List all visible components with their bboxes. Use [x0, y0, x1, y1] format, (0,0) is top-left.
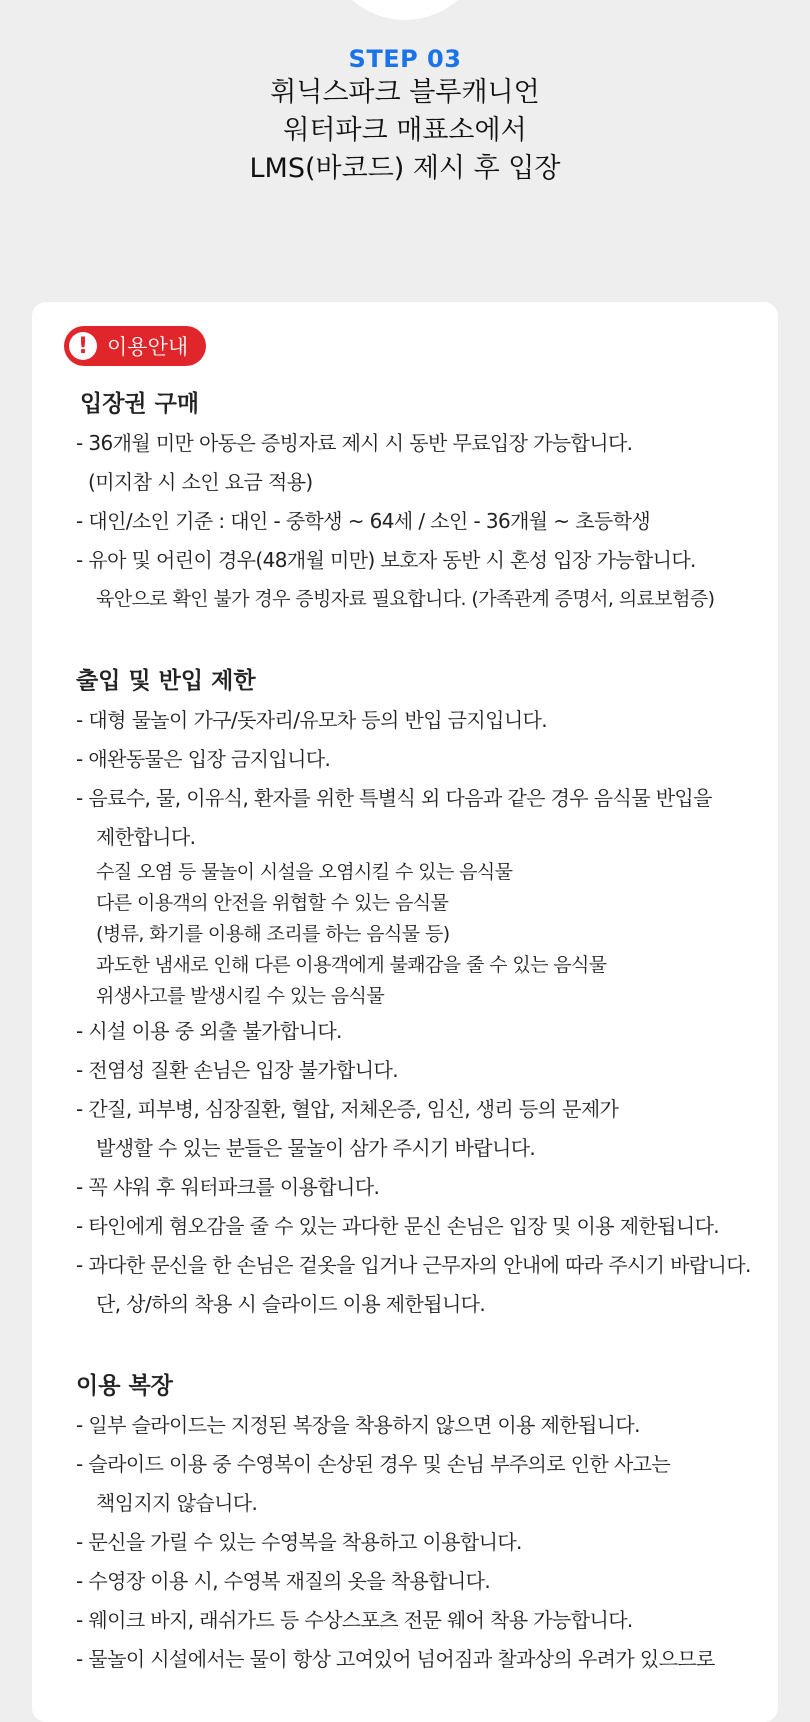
food-restriction-item: 과도한 냄새로 인해 다른 이용객에게 불쾌감을 줄 수 있는 음식물 — [96, 954, 607, 976]
list-item: - 대인/소인 기준 : 대인 - 중학생 ~ 64세 / 소인 - 36개월 ~ 초등학생 — [76, 509, 651, 533]
list-item: - 전염성 질환 손님은 입장 불가합니다. — [76, 1058, 398, 1082]
list-item: - 유아 및 어린이 경우(48개월 미만) 보호자 동반 시 혼성 입장 가능합니다. — [76, 548, 696, 572]
food-restriction-item: 다른 이용객의 안전을 위협할 수 있는 음식물 — [96, 892, 449, 914]
list-item: - 웨이크 바지, 래쉬가드 등 수상스포츠 전문 웨어 착용 가능합니다. — [76, 1608, 633, 1632]
list-item: - 물놀이 시설에서는 물이 항상 고여있어 넘어짐과 찰과상의 우려가 있으므로 — [76, 1647, 715, 1671]
list-item: - 시설 이용 중 외출 불가합니다. — [76, 1019, 342, 1043]
list-item-continuation: 책임지지 않습니다. — [96, 1491, 258, 1515]
top-decorative-circle — [325, 0, 485, 20]
section-title-ticket-purchase: 입장권 구매 — [80, 391, 200, 417]
step-header — [0, 44, 810, 188]
list-item: - 슬라이드 이용 중 수영복이 손상된 경우 및 손님 부주의로 인한 사고는 — [76, 1452, 671, 1476]
list-item: - 36개월 미만 아동은 증빙자료 제시 시 동반 무료입장 가능합니다. — [76, 431, 633, 455]
food-restriction-item: 수질 오염 등 물놀이 시설을 오염시킬 수 있는 음식물 — [96, 861, 513, 883]
step-line: 휘닉스파크 블루캐니언 — [270, 77, 540, 108]
step-line: LMS(바코드) 제시 후 입장 — [249, 153, 561, 184]
food-restriction-item: (병류, 화기를 이용해 조리를 하는 음식물 등) — [96, 923, 450, 945]
info-content — [76, 384, 766, 1679]
food-restriction-item: 위생사고를 발생시킬 수 있는 음식물 — [96, 985, 385, 1007]
list-item-continuation: (미지참 시 소인 요금 적용) — [88, 470, 313, 494]
exclamation-icon: ! — [69, 332, 97, 360]
list-item-continuation: 단, 상/하의 착용 시 슬라이드 이용 제한됩니다. — [96, 1292, 486, 1316]
list-item: - 애완동물은 입장 금지입니다. — [76, 747, 331, 771]
list-item: - 수영장 이용 시, 수영복 재질의 옷을 착용합니다. — [76, 1569, 491, 1593]
list-item: - 타인에게 혐오감을 줄 수 있는 과다한 문신 손님은 입장 및 이용 제한됩니다. — [76, 1214, 720, 1238]
section-title-entry-restrictions: 출입 및 반입 제한 — [76, 668, 256, 694]
step-line: 워터파크 매표소에서 — [283, 115, 527, 146]
list-item-continuation: 발생할 수 있는 분들은 물놀이 삼가 주시기 바랍니다. — [96, 1136, 536, 1160]
notice-badge — [64, 326, 206, 366]
list-item-continuation: 육안으로 확인 불가 경우 증빙자료 필요합니다. (가족관계 증명서, 의료보험증) — [96, 588, 715, 610]
list-item: - 대형 물놀이 가구/돗자리/유모차 등의 반입 금지입니다. — [76, 708, 548, 732]
notice-label: 이용안내 — [107, 335, 189, 359]
list-item-continuation: 제한합니다. — [96, 825, 196, 849]
list-item: - 문신을 가릴 수 있는 수영복을 착용하고 이용합니다. — [76, 1530, 522, 1554]
list-item: - 꼭 샤워 후 워터파크를 이용합니다. — [76, 1175, 380, 1199]
list-item: - 간질, 피부병, 심장질환, 혈압, 저체온증, 임신, 생리 등의 문제가 — [76, 1097, 619, 1121]
usage-info-card — [32, 302, 778, 1722]
list-item: - 음료수, 물, 이유식, 환자를 위한 특별식 외 다음과 같은 경우 음식물 반입을 — [76, 786, 712, 810]
list-item: - 일부 슬라이드는 지정된 복장을 착용하지 않으면 이용 제한됩니다. — [76, 1413, 640, 1437]
list-item: - 과다한 문신을 한 손님은 겉옷을 입거나 근무자의 안내에 따라 주시기 바랍니다. — [76, 1253, 751, 1277]
section-title-dress-code: 이용 복장 — [76, 1373, 173, 1399]
step-label: STEP 03 — [348, 45, 462, 73]
